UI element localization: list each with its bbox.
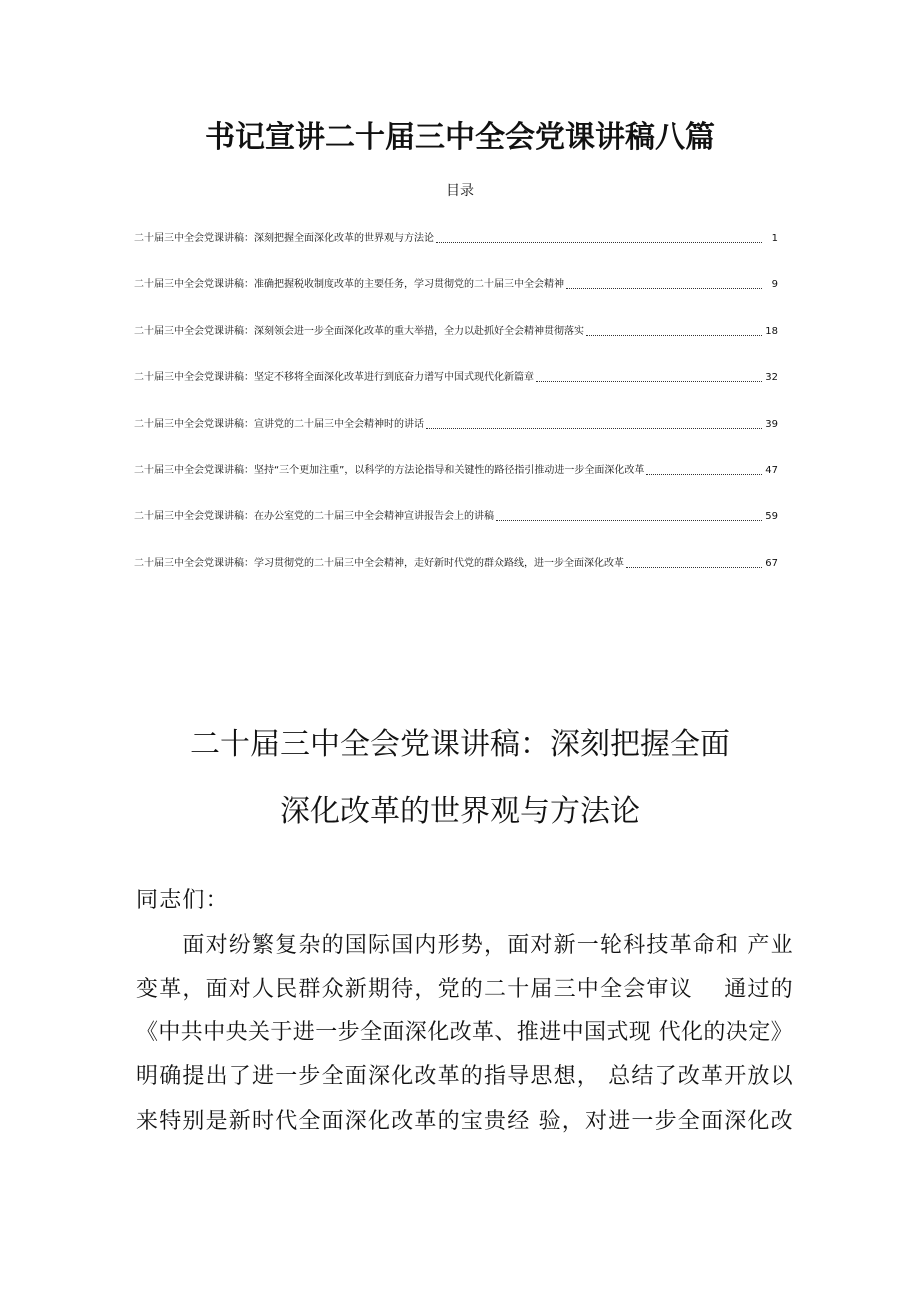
body-paragraph-line: 变革，面对人民群众新期待，党的二十届三中全会审议 通过的 bbox=[136, 977, 794, 1002]
toc-leader-dots bbox=[586, 335, 762, 336]
toc-heading: 目录 bbox=[446, 183, 474, 199]
toc-entry[interactable] bbox=[134, 554, 778, 574]
section-title-line-2: 深化改革的世界观与方法论 bbox=[280, 794, 640, 829]
toc-leader-dots bbox=[436, 242, 762, 243]
toc-entry-page: 59 bbox=[765, 511, 778, 523]
toc-entry[interactable] bbox=[134, 507, 778, 527]
toc-entry-page: 47 bbox=[765, 464, 778, 476]
body-paragraph-line: 面对纷繁复杂的国际国内形势，面对新一轮科技革命和 产业 bbox=[136, 933, 794, 958]
body-paragraph-line: 《中共中央关于进一步全面深化改革、推进中国式现 代化的决定》 bbox=[136, 1020, 793, 1045]
document-title: 书记宣讲二十届三中全会党课讲稿八篇 bbox=[205, 120, 715, 155]
toc-leader-dots bbox=[426, 428, 762, 429]
toc-leader-dots bbox=[496, 520, 762, 521]
toc-leader-dots bbox=[646, 474, 762, 475]
toc-entry-page: 9 bbox=[771, 279, 778, 291]
toc-entry-page: 67 bbox=[765, 557, 778, 569]
toc-leader-dots bbox=[536, 381, 762, 382]
toc-entry-text: 二十届三中全会党课讲稿：准确把握税收制度改革的主要任务，学习贯彻党的二十届三中全会精神 bbox=[134, 279, 564, 291]
toc-entry-text: 二十届三中全会党课讲稿：学习贯彻党的二十届三中全会精神，走好新时代党的群众路线，进一步全面深化改革 bbox=[134, 557, 624, 569]
table-of-contents bbox=[134, 229, 778, 600]
toc-entry-text: 二十届三中全会党课讲稿：深刻领会进一步全面深化改革的重大举措，全力以赴抓好全会精神贯彻落实 bbox=[134, 325, 584, 337]
salutation: 同志们： bbox=[136, 888, 229, 913]
toc-entry-page: 18 bbox=[765, 325, 778, 337]
toc-entry-page: 32 bbox=[765, 372, 778, 384]
toc-entry[interactable] bbox=[134, 275, 778, 295]
toc-entry[interactable] bbox=[134, 322, 778, 342]
toc-leader-dots bbox=[626, 567, 762, 568]
toc-entry-page: 39 bbox=[765, 418, 778, 430]
toc-leader-dots bbox=[566, 288, 762, 289]
toc-entry-text: 二十届三中全会党课讲稿：坚定不移将全面深化改革进行到底奋力谱写中国式现代化新篇章 bbox=[134, 372, 534, 384]
toc-entry[interactable] bbox=[134, 415, 778, 435]
body-paragraph-line: 明确提出了进一步全面深化改革的指导思想， 总结了改革开放以 bbox=[136, 1064, 794, 1089]
toc-entry-text: 二十届三中全会党课讲稿：深刻把握全面深化改革的世界观与方法论 bbox=[134, 233, 434, 244]
toc-entry[interactable] bbox=[134, 229, 778, 249]
toc-entry-text: 二十届三中全会党课讲稿：在办公室党的二十届三中全会精神宣讲报告会上的讲稿 bbox=[134, 511, 494, 523]
toc-entry-text: 二十届三中全会党课讲稿：坚持“三个更加注重”，以科学的方法论指导和关键性的路径指引推动进一步全面深化改革 bbox=[134, 464, 645, 476]
body-paragraph-line: 来特别是新时代全面深化改革的宝贵经 验，对进一步全面深化改 bbox=[136, 1109, 794, 1134]
toc-entry[interactable] bbox=[134, 368, 778, 388]
toc-entry-page: 1 bbox=[771, 233, 778, 244]
toc-entry[interactable] bbox=[134, 461, 778, 481]
section-title-line-1: 二十届三中全会党课讲稿：深刻把握全面 bbox=[190, 727, 730, 762]
toc-entry-text: 二十届三中全会党课讲稿：宣讲党的二十届三中全会精神时的讲话 bbox=[134, 418, 424, 430]
